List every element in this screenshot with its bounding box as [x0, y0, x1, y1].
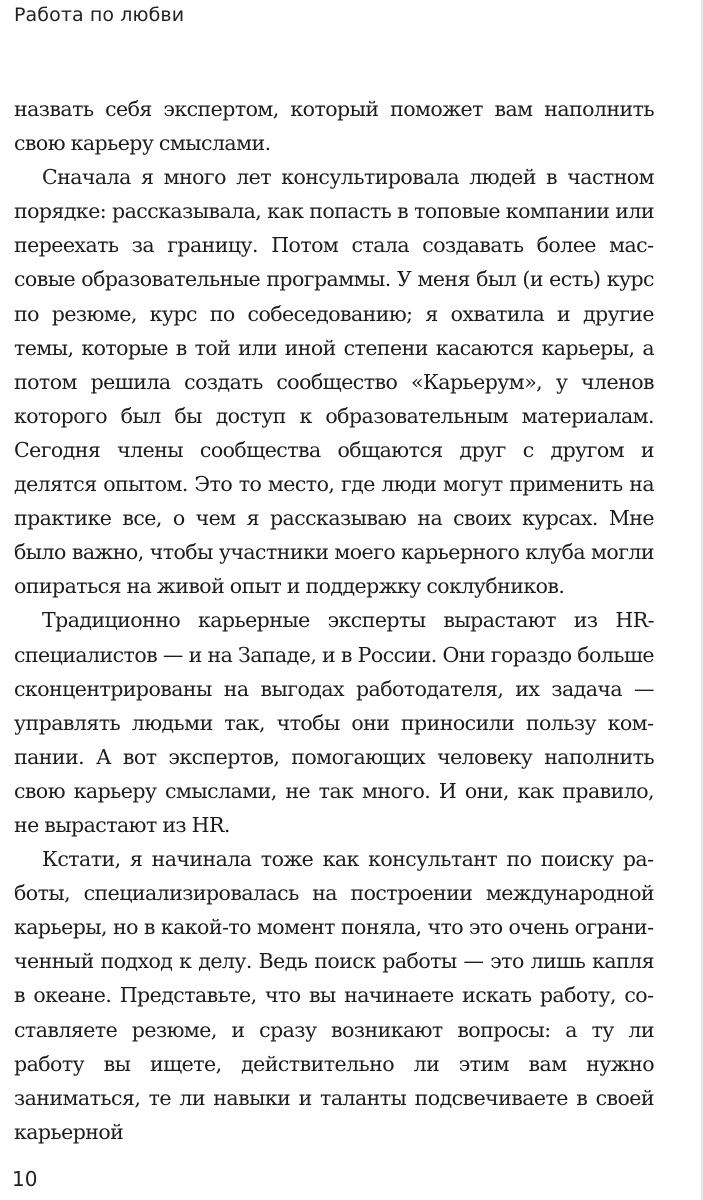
paragraph-continued: назвать себя экспертом, который поможет вам наполнить свою карьеру смыслами. — [14, 97, 654, 156]
paragraph: Сначала я много лет консультировала людей в частном порядке: рассказывала, как попасть в топовые компании или переехать за границу. Потом стала создавать более массовые образовательные программы. У меня был (и есть) курс по резюме, курс по собеседованию; я охватила и другие темы, которые в той или иной степени касаются карьеры, а потом решила создать сообщество «Карьерум», у членов которого был бы доступ к образовательным материалам. Сегодня члены сообщества общаются друг с другом и делятся опытом. Это то место, где люди могут применить на практике все, о чем я рассказываю на своих курсах. Мне было важно, чтобы участники моего карьерного клуба могли опираться на живой опыт и поддержку соклубников. — [14, 165, 654, 599]
running-head: Работа по любви — [14, 4, 185, 26]
paragraph-runs-onto-next-page: Кстати, я начинала тоже как консультант по поиску работы, специализировалась на построении международной карьеры, но в какой-то момент поняла, что это очень ограниченный подход к делу. Ведь поиск работы — это лишь капля в океане. Представьте, что вы начинаете искать работу, составляете резюме, и сразу возникают вопросы: а ту ли работу вы ищете, действительно ли этим вам нужно заниматься, те ли навыки и таланты подсвечиваете в своей карьерной — [14, 847, 654, 1144]
paragraph: Традиционно карьерные эксперты вырастают из HR-специалистов — и на Западе, и в России. Они гораздо больше сконцентрированы на выгодах работодателя, их задача — управлять людьми так, чтобы они приносили пользу компании. А вот экспертов, помогающих человеку наполнить свою карьеру смыслами, не так много. И они, как правило, не вырастают из HR. — [14, 608, 654, 837]
body-text — [14, 92, 654, 1149]
page-number: 10 — [12, 1167, 38, 1191]
